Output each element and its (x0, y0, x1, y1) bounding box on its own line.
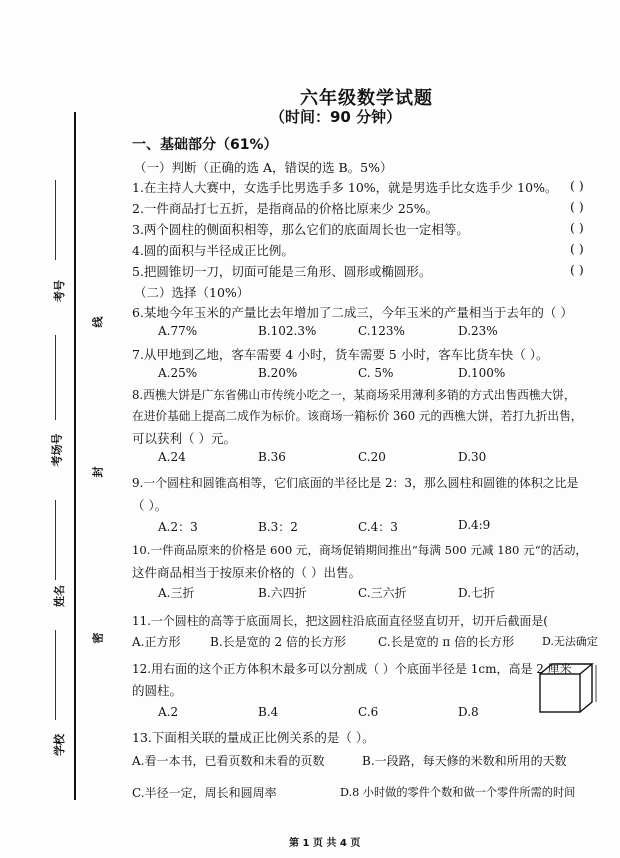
q10-option-c[interactable]: C.三六折 (358, 586, 407, 600)
q13-option-c[interactable]: C.半径一定，周长和圆周率 (132, 786, 277, 800)
q13-option-d[interactable]: D.8 小时做的零件个数和做一个零件所需的时间 (340, 786, 576, 799)
judge-question-3: 3.两个圆柱的侧面积相等，那么它们的底面周长也一定相等。 (132, 222, 469, 237)
q13-option-b[interactable]: B.一段路，每天修的米数和所用的天数 (362, 754, 567, 768)
q11-option-a[interactable]: A.正方形 (132, 635, 181, 649)
seal-mark-secret: 密 (91, 632, 105, 644)
school-label: 学校 (53, 734, 66, 756)
q11-option-c[interactable]: C.长是宽的 π 倍的长方形 (378, 635, 515, 649)
judge-question-5: 5.把圆锥切一刀，切面可能是三角形、圆形或椭圆形。 (132, 264, 432, 279)
question-8-line-1: 8.西樵大饼是广东省佛山市传统小吃之一，某商场采用薄利多销的方式出售西樵大饼， (132, 388, 576, 402)
binding-line (74, 112, 76, 800)
q7-option-d[interactable]: D.100% (458, 366, 506, 380)
q11-option-b[interactable]: B.长是宽的 2 倍的长方形 (210, 635, 346, 649)
q9-option-d[interactable]: D.4:9 (458, 518, 491, 532)
q8-option-d[interactable]: D.30 (458, 450, 487, 464)
q6-option-d[interactable]: D.23% (458, 324, 498, 338)
judge-question-1: 1.在主持人大赛中，女选手比男选手多 10%，就是男选手比女选手少 10%。 (132, 180, 558, 195)
q13-option-a[interactable]: A.看一本书，已看页数和未看的页数 (132, 754, 325, 768)
cube-top-face (540, 664, 592, 674)
binding-margin (0, 0, 110, 858)
name-blank (55, 500, 56, 580)
cube-figure (538, 662, 598, 714)
question-10-line-1: 10.一件商品原来的价格是 600 元，商场促销期间推出“每满 500 元减 180 元“的活动， (132, 543, 588, 557)
question-6: 6.某地今年玉米的产量比去年增加了二成三，今年玉米的产量相当于去年的（ ） (132, 305, 573, 320)
judge-answer-2[interactable]: ( ) (570, 199, 584, 214)
judge-answer-3[interactable]: ( ) (570, 220, 584, 235)
exam-no-blank (55, 180, 56, 260)
q6-option-c[interactable]: C.123% (358, 324, 405, 338)
q9-option-a[interactable]: A.2：3 (158, 520, 198, 534)
question-8-line-2: 在进价基础上提高二成作为标价。该商场一箱标价 360 元的西樵大饼，若打九折出售， (132, 409, 583, 423)
question-13: 13.下面相关联的量成正比例关系的是（ ）。 (132, 730, 375, 745)
section-title: 一、基础部分（61%） (132, 137, 278, 153)
q7-option-a[interactable]: A.25% (158, 366, 198, 380)
question-8-line-3: 可以获利（ ）元。 (132, 431, 236, 446)
exam-title: 六年级数学试题 (300, 88, 433, 109)
q11-option-d[interactable]: D.无法确定 (542, 635, 598, 648)
cube-front-face (540, 674, 580, 712)
seal-mark-line: 线 (91, 316, 105, 328)
judge-answer-5[interactable]: ( ) (570, 262, 584, 277)
room-blank (55, 335, 56, 420)
q6-option-a[interactable]: A.77% (158, 324, 198, 338)
judge-answer-4[interactable]: ( ) (570, 241, 584, 256)
school-blank (55, 630, 56, 720)
q9-option-b[interactable]: B.3：2 (258, 520, 298, 534)
question-11: 11.一个圆柱的高等于底面周长，把这圆柱沿底面直径竖直切开，切开后截面是( (132, 614, 548, 628)
question-12-line-2: 的圆柱。 (132, 683, 183, 698)
question-12-line-1: 12.用右面的这个正方体积木最多可以分割成（ ）个底面半径是 1cm，高是 2 厘米 (132, 662, 572, 676)
question-9-line-1: 9.一个圆柱和圆锥高相等，它们底面的半径比是 2：3，那么圆柱和圆锥的体积之比是 (132, 476, 579, 490)
q10-option-d[interactable]: D.七折 (458, 586, 496, 600)
q8-option-b[interactable]: B.36 (258, 450, 286, 464)
q9-option-c[interactable]: C.4：3 (358, 520, 398, 534)
q12-option-b[interactable]: B.4 (258, 705, 279, 719)
q7-option-c[interactable]: C. 5% (358, 366, 394, 380)
part2-title: （二）选择（10%） (134, 285, 250, 300)
q6-option-b[interactable]: B.102.3% (258, 324, 317, 338)
q8-option-a[interactable]: A.24 (158, 450, 186, 464)
room-label: 考场号 (50, 433, 64, 467)
question-10-line-2: 这件商品相当于按原来价格的（ ）出售。 (132, 565, 361, 580)
exam-duration: （时间：90 分钟） (270, 108, 402, 126)
cube-side-face (580, 664, 592, 712)
q7-option-b[interactable]: B.20% (258, 366, 298, 380)
q10-option-a[interactable]: A.三折 (158, 586, 195, 600)
page-footer: 第 1 页 共 4 页 (289, 838, 361, 849)
question-7: 7.从甲地到乙地，客车需要 4 小时，货车需要 5 小时，客车比货车快（ ）。 (132, 347, 549, 362)
judge-question-4: 4.圆的面积与半径成正比例。 (132, 243, 294, 258)
part1-title: （一）判断（正确的选 A，错误的选 B。5%） (134, 160, 393, 175)
q12-option-c[interactable]: C.6 (358, 705, 379, 719)
q8-option-c[interactable]: C.20 (358, 450, 386, 464)
name-label: 姓名 (53, 585, 66, 607)
exam-no-label: 考号 (53, 280, 66, 302)
q12-option-d[interactable]: D.8 (458, 705, 479, 719)
question-9-line-2: （ ）。 (132, 498, 168, 513)
q12-option-a[interactable]: A.2 (158, 705, 179, 719)
judge-question-2: 2.一件商品打七五折，是指商品的价格比原来少 25%。 (132, 201, 439, 216)
q10-option-b[interactable]: B.六四折 (258, 586, 307, 600)
judge-answer-1[interactable]: ( ) (570, 178, 584, 193)
seal-mark-seal: 封 (91, 466, 105, 478)
